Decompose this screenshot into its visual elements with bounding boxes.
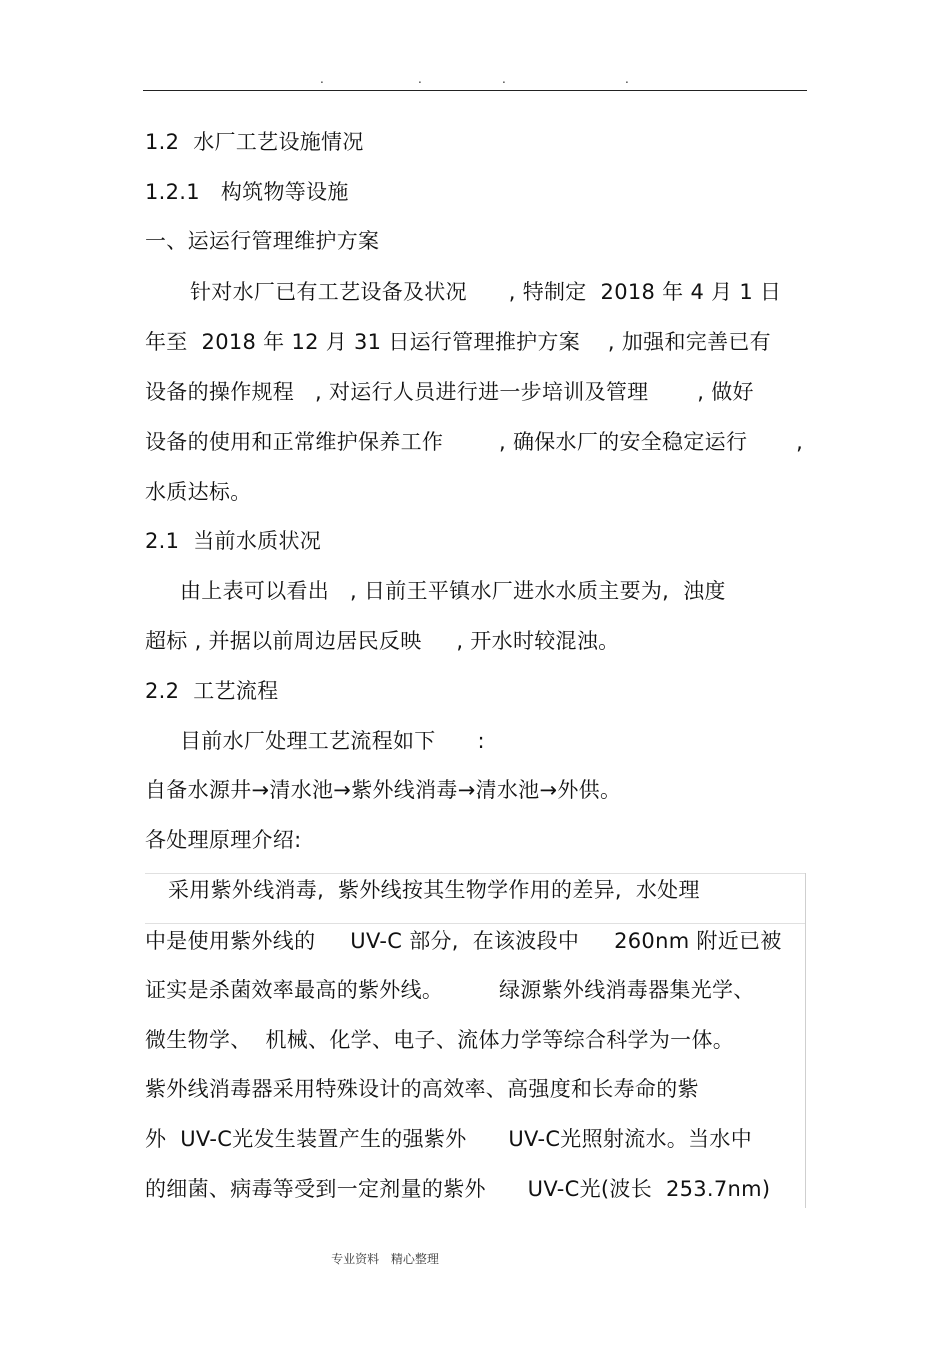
uv-paragraph-line: 紫外线消毒器采用特殊设计的高效率、高强度和长寿命的紫 xyxy=(145,1077,699,1101)
header-dot: . xyxy=(320,72,324,86)
uv-paragraph-line: 微生物学、 机械、化学、电子、流体力学等综合科学为一体。 xyxy=(145,1028,735,1052)
paragraph-line: 设备的操作规程 , 对运行人员进行进一步培训及管理 , 做好 xyxy=(145,380,754,404)
page-footer xyxy=(0,1250,770,1267)
uv-paragraph-line: 中是使用紫外线的 UV-C 部分, 在该波段中 260nm 附近已被 xyxy=(145,929,782,953)
footer-left: 专业资料 xyxy=(331,1252,380,1266)
paragraph-line: 设备的使用和正常维护保养工作 , 确保水厂的安全稳定运行 , xyxy=(145,430,804,454)
process-flow: 自备水源井→清水池→紫外线消毒→清水池→外供。 xyxy=(145,778,622,802)
header-dot: . xyxy=(502,72,506,86)
paragraph-line: 针对水厂已有工艺设备及状况 , 特制定 2018 年 4 月 1 日 xyxy=(190,280,782,304)
paragraph-line: 目前水厂处理工艺流程如下 : xyxy=(180,729,485,753)
header-dot: . xyxy=(625,72,629,86)
uv-paragraph-line: 的细菌、病毒等受到一定剂量的紫外 UV-C光(波长 253.7nm) xyxy=(145,1177,771,1201)
uv-paragraph-line: 证实是杀菌效率最高的紫外线。 绿源紫外线消毒器集光学、 xyxy=(145,978,755,1002)
heading-2-2: 2.2 工艺流程 xyxy=(145,679,279,703)
uv-paragraph-line: 采用紫外线消毒, 紫外线按其生物学作用的差异, 水处理 xyxy=(168,878,700,902)
paragraph-line: 水质达标。 xyxy=(145,480,252,504)
paragraph-line: 年至 2018 年 12 月 31 日运行管理推护方案 , 加强和完善已有 xyxy=(145,330,771,354)
box-rule xyxy=(145,923,805,924)
header-rule xyxy=(143,90,807,91)
uv-paragraph-line: 外 UV-C光发生装置产生的强紫外 UV-C光照射流水。当水中 xyxy=(145,1127,752,1151)
heading-2-1: 2.1 当前水质状况 xyxy=(145,529,322,553)
box-rule xyxy=(145,873,805,874)
heading-1-2: 1.2 水厂工艺设施情况 xyxy=(145,130,364,154)
heading-1-2-1: 1.2.1 构筑物等设施 xyxy=(145,180,349,204)
paragraph-line: 超标 , 并据以前周边居民反映 , 开水时较混浊。 xyxy=(145,629,620,653)
principles-heading: 各处理原理介绍: xyxy=(145,828,302,852)
box-rule xyxy=(805,873,806,1208)
header-dot: . xyxy=(418,72,422,86)
header-dots xyxy=(300,72,660,86)
heading-plan: 一、运运行管理维护方案 xyxy=(145,229,380,253)
footer-right: 精心整理 xyxy=(390,1252,439,1266)
paragraph-line: 由上表可以看出 , 日前王平镇水厂进水水质主要为, 浊度 xyxy=(180,579,726,603)
